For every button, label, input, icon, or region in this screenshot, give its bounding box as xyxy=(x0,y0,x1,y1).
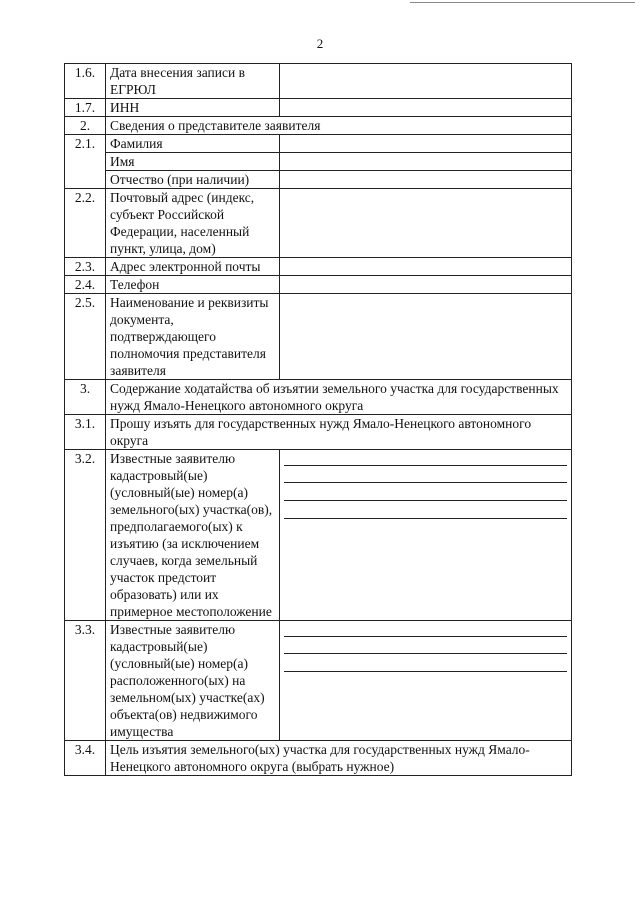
section-heading: Сведения о представителе заявителя xyxy=(106,117,572,135)
row-number: 1.6. xyxy=(65,64,106,99)
row-number: 3.4. xyxy=(65,741,106,776)
value-field-group xyxy=(280,621,572,741)
table-row xyxy=(65,189,572,258)
row-number: 3.2. xyxy=(65,450,106,621)
section-text: Прошу изъять для государственных нужд Ямало-Ненецкого автономного округа xyxy=(106,415,572,450)
row-number: 2.2. xyxy=(65,189,106,258)
row-label: Дата внесения записи в ЕГРЮЛ xyxy=(106,64,280,99)
row-label: Телефон xyxy=(106,276,280,294)
row-number: 2.4. xyxy=(65,276,106,294)
value-line[interactable] xyxy=(284,637,567,654)
row-number: 2. xyxy=(65,117,106,135)
value-field-group xyxy=(280,450,572,621)
table-row xyxy=(65,294,572,380)
row-label: Отчество (при наличии) xyxy=(106,171,280,189)
table-row xyxy=(65,258,572,276)
section-heading: Содержание ходатайства об изъятии земельного участка для государственных нужд Ямало-Ненецкого автономного округа xyxy=(106,380,572,415)
value-field[interactable] xyxy=(280,135,572,153)
table-row xyxy=(65,621,572,741)
row-label: Известные заявителю кадастровый(ые) (условный(ые) номер(а) земельного(ых) участка(ов), предполагаемого(ых) к изъятию (за исключением случаев, когда земельный участок предстоит образовать) или их примерное местоположение xyxy=(106,450,280,621)
table-row xyxy=(65,450,572,621)
application-form-table xyxy=(64,63,572,776)
row-number: 2.5. xyxy=(65,294,106,380)
value-field[interactable] xyxy=(280,258,572,276)
page-number: 2 xyxy=(316,36,324,51)
section-text: Цель изъятия земельного(ых) участка для государственных нужд Ямало-Ненецкого автономного округа (выбрать нужное) xyxy=(106,741,572,776)
value-field[interactable] xyxy=(280,276,572,294)
row-label: ИНН xyxy=(106,99,280,117)
table-row xyxy=(65,153,572,171)
value-field[interactable] xyxy=(280,64,572,99)
value-field[interactable] xyxy=(280,294,572,380)
row-label: Наименование и реквизиты документа, подтверждающего полномочия представителя заявителя xyxy=(106,294,280,380)
value-line[interactable] xyxy=(284,519,567,535)
row-number: 3.1. xyxy=(65,415,106,450)
row-number: 3. xyxy=(65,380,106,415)
value-line[interactable] xyxy=(284,654,567,672)
value-field[interactable] xyxy=(280,153,572,171)
row-label: Адрес электронной почты xyxy=(106,258,280,276)
table-row xyxy=(65,415,572,450)
row-number: 2.1. xyxy=(65,135,106,189)
row-label: Имя xyxy=(106,153,280,171)
value-line[interactable] xyxy=(284,501,567,519)
table-row xyxy=(65,171,572,189)
row-number: 1.7. xyxy=(65,99,106,117)
table-row xyxy=(65,64,572,99)
row-number: 2.3. xyxy=(65,258,106,276)
row-label: Почтовый адрес (индекс, субъект Российской Федерации, населенный пункт, улица, дом) xyxy=(106,189,280,258)
table-row xyxy=(65,741,572,776)
value-line[interactable] xyxy=(284,466,567,483)
row-label: Известные заявителю кадастровый(ые) (условный(ые) номер(а) расположенного(ых) на земельном(ых) участке(ах) объекта(ов) недвижимого имущества xyxy=(106,621,280,741)
table-row xyxy=(65,99,572,117)
value-line[interactable] xyxy=(284,450,567,466)
value-line[interactable] xyxy=(284,672,567,688)
value-field[interactable] xyxy=(280,189,572,258)
value-field[interactable] xyxy=(280,171,572,189)
table-row xyxy=(65,135,572,153)
table-row xyxy=(65,117,572,135)
top-edge-line xyxy=(410,2,635,3)
table-row xyxy=(65,276,572,294)
table-row xyxy=(65,380,572,415)
row-number: 3.3. xyxy=(65,621,106,741)
row-label: Фамилия xyxy=(106,135,280,153)
value-line[interactable] xyxy=(284,483,567,501)
value-line[interactable] xyxy=(284,621,567,637)
value-field[interactable] xyxy=(280,99,572,117)
